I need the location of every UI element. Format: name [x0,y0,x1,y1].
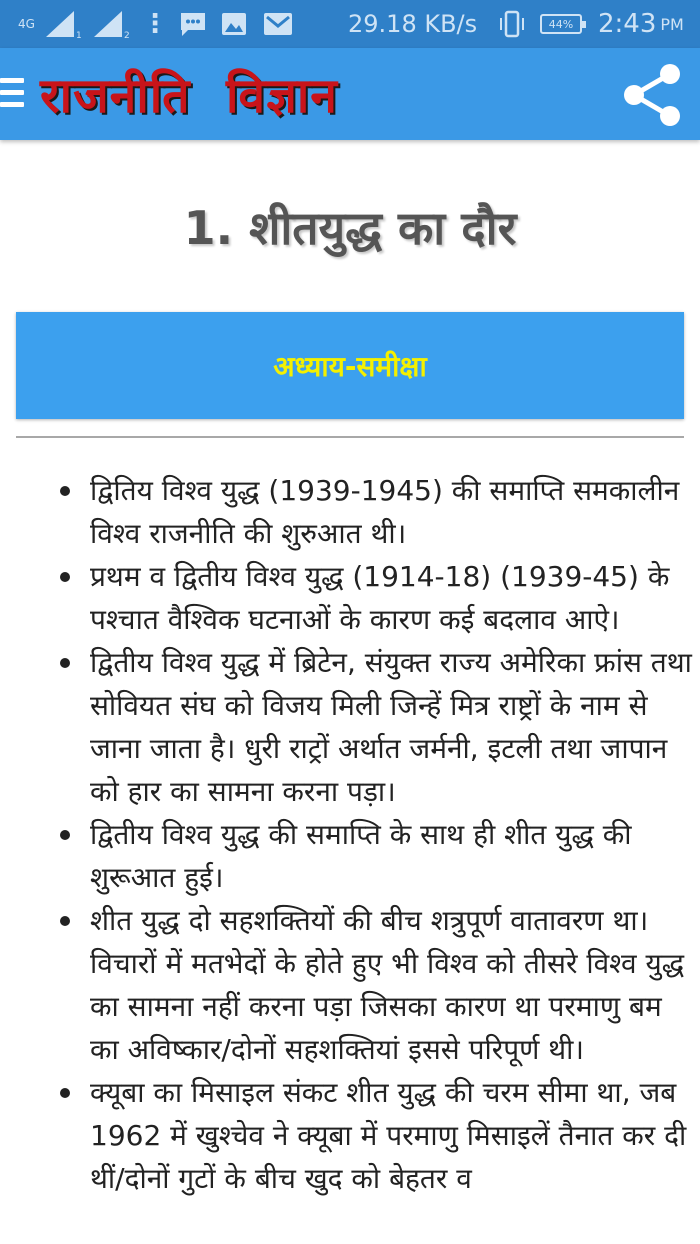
clock [598,0,684,48]
summary-list [56,469,692,1200]
svg-text:1: 1 [76,31,82,39]
chapter-summary-button[interactable] [16,312,684,419]
clock-ampm: PM [660,14,684,34]
app-title: राजनीति विज्ञान [40,68,338,124]
list-item: प्रथम व द्वितीय विश्व युद्ध (1914-18) (1939-45) के पश्चात वैश्विक घटनाओं के कारण कई बदलाव आऐ। [56,555,692,641]
battery-icon [540,0,582,48]
network-speed: 29.18 KB/s [348,10,478,38]
section-label: अध्याय-समीक्षा [273,349,427,383]
battery-level: 44% [548,17,574,31]
signal-icon [92,0,132,48]
gmail-icon [262,0,294,48]
status-bar [0,0,700,48]
more-notifications-icon: ⋮ [142,9,168,39]
signal-icon [44,0,84,48]
list-item: द्वितिय विश्व युद्ध (1939-1945) की समाप्ति समकालीन विश्व राजनीति की शुरुआत थी। [56,469,692,555]
chat-icon [178,0,208,48]
svg-text:2: 2 [124,31,130,39]
list-item: शीत युद्ध दो सहशक्तियों की बीच शत्रुपूर्ण वातावरण था। विचारों में मतभेदों के होते हुए भी विश्व को तीसरे विश्व युद्ध का सामना नहीं करना पड़ा जिसका कारण था परमाणु बम का अविष्कार/दोनों सहशक्तियां इससे परिपूर्ण थी। [56,899,692,1071]
list-item: क्यूबा का मिसाइल संकट शीत युद्ध की चरम सीमा था, जब 1962 में खुश्चेव ने क्यूबा में परमाणु मिसाइलें तैनात कर दी थीं/दोनों गुटों के बीच खुद को बेहतर व [56,1071,692,1200]
share-icon[interactable] [618,62,688,128]
list-item: द्वितीय विश्व युद्ध की समाप्ति के साथ ही शीत युद्ध की शुरूआत हुई। [56,813,692,899]
network-type-label: 4G [18,17,35,31]
vibrate-icon [498,0,526,48]
chapter-title: 1. शीतयुद्ध का दौर [183,201,517,255]
image-icon [220,0,248,48]
clock-time: 2:43 [598,9,657,39]
list-item: द्वितीय विश्व युद्ध में ब्रिटेन, संयुक्त राज्य अमेरिका फ्रांस तथा सोवियत संघ को विजय मिली जिन्हें मित्र राष्ट्रों के नाम से जाना जाता है। धुरी राट्रों अर्थात जर्मनी, इटली तथा जापान को हार का सामना करना पड़ा। [56,641,692,813]
menu-icon[interactable] [0,78,24,110]
divider [16,436,684,438]
app-bar [0,48,700,140]
